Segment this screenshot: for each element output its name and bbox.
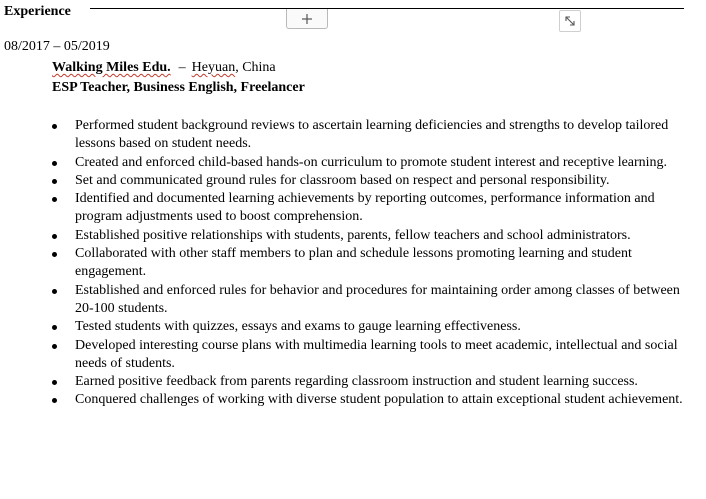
bullet-icon [52,234,57,239]
list-item [0,318,706,336]
bullet-icon [52,252,57,257]
list-item [0,227,706,245]
list-item-text: Collaborated with other staff members to plan and schedule lessons promoting learning and student engagement. [75,246,632,280]
section-heading-experience: Experience [4,4,71,19]
bullet-icon [52,124,57,129]
bullet-icon [52,325,57,330]
add-row-button[interactable] [286,9,328,29]
list-item-text: Established positive relationships with students, parents, fellow teachers and school administrators. [75,227,631,243]
plus-icon [301,13,313,25]
list-item [0,117,706,154]
list-item [0,190,706,227]
list-item-text: Conquered challenges of working with diverse student population to attain exceptional student achievement. [75,392,683,408]
responsibilities-list [0,117,706,410]
list-item-text: Developed interesting course plans with multimedia learning tools to meet academic, intellectual and social needs of students. [75,337,678,371]
resize-arrows-icon [563,14,577,28]
list-item-text: Created and enforced child-based hands-on curriculum to promote student interest and receptive learning. [75,154,668,170]
location-city: Heyuan [191,60,236,75]
bullet-icon [52,380,57,385]
list-item [0,172,706,190]
employer-name [52,60,171,75]
location-separator: – [178,60,186,75]
list-item-text: Set and communicated ground rules for classroom based on respect and personal responsibility. [75,172,610,188]
bullet-icon [52,289,57,294]
list-item [0,391,706,409]
list-item [0,337,706,374]
employer-line [52,59,276,76]
location-country: , China [235,60,276,75]
list-item-text: Identified and documented learning achievements by reporting outcomes, performance information and program adjustments used to boost comprehension. [75,191,655,225]
list-item [0,282,706,319]
bullet-icon [52,179,57,184]
list-item [0,245,706,282]
job-dates: 08/2017 – 05/2019 [4,39,110,54]
list-item [0,154,706,172]
list-item-text: Earned positive feedback from parents regarding classroom instruction and student learning success. [75,374,638,390]
bullet-icon [52,398,57,403]
heading-divider [90,8,684,9]
bullet-icon [52,197,57,202]
bullet-icon [52,344,57,349]
bullet-icon [52,161,57,166]
job-role: ESP Teacher, Business English, Freelancer [52,80,305,95]
resize-handle[interactable] [559,10,581,32]
list-item-text: Performed student background reviews to ascertain learning deficiencies and strengths to develop tailored lessons based on student needs. [75,118,669,152]
list-item-text: Tested students with quizzes, essays and exams to gauge learning effectiveness. [75,319,521,335]
list-item [0,373,706,391]
list-item-text: Established and enforced rules for behavior and procedures for maintaining order among classes of between 20-100 students. [75,282,680,316]
employer-name-text: Walking Miles Edu. [52,60,171,75]
